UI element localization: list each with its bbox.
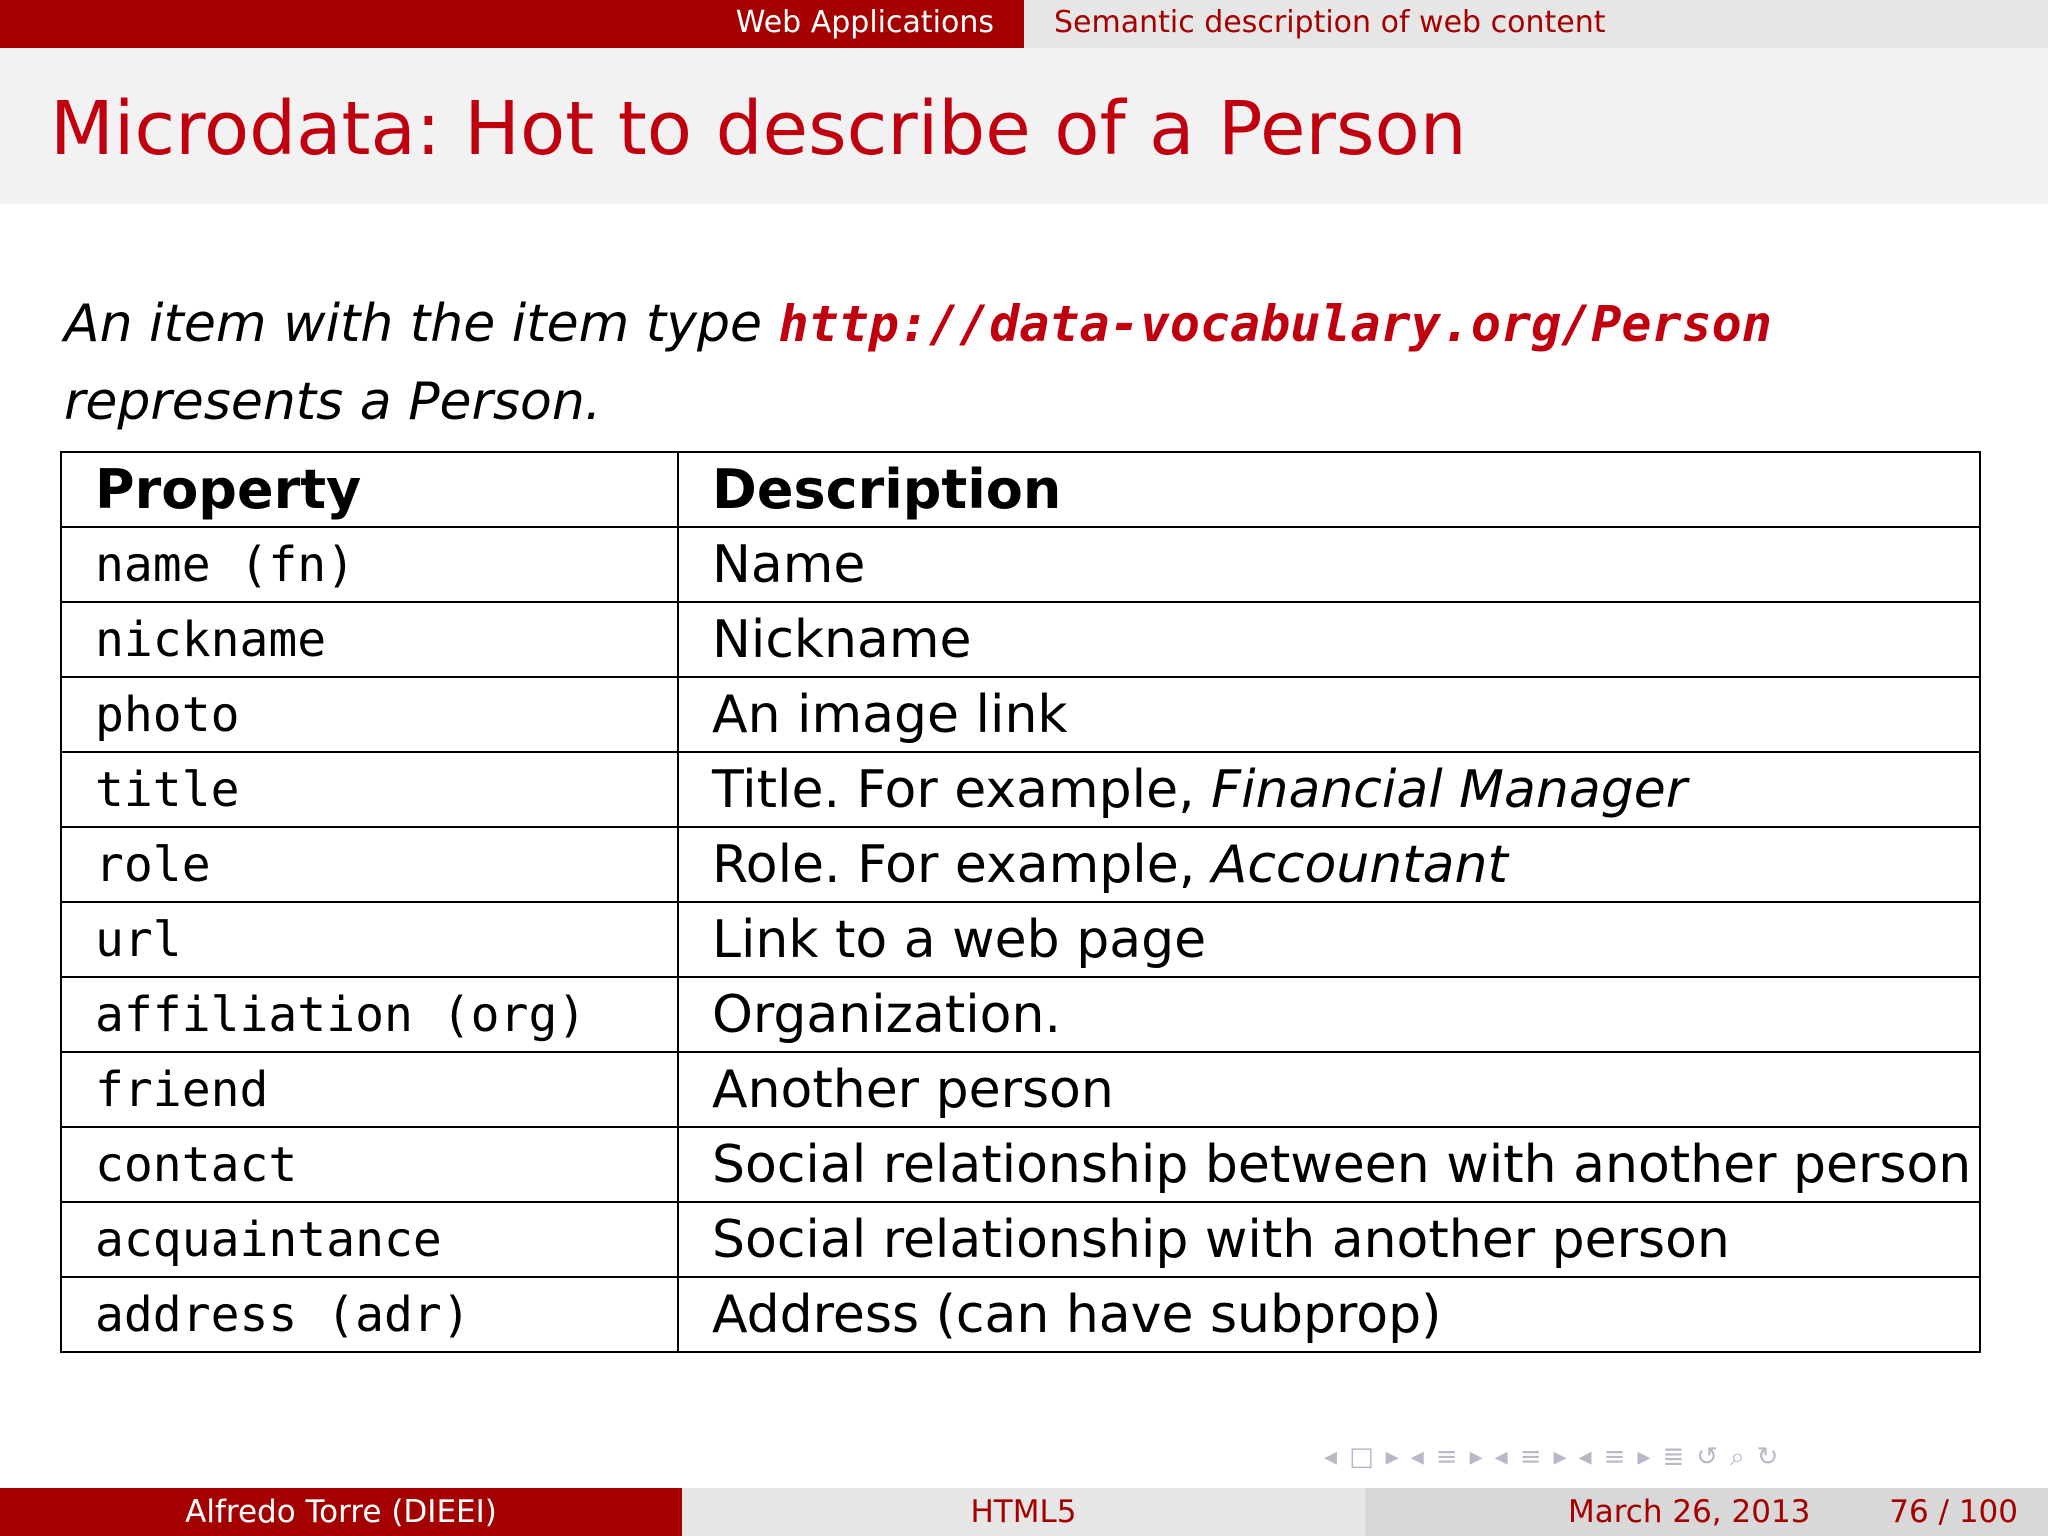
description-text: Social relationship with another person [712, 1209, 1730, 1270]
nav-prev-icon[interactable]: ◂ [1410, 1442, 1424, 1472]
table-row [61, 527, 1980, 602]
subsection-icon[interactable]: ≡ [1435, 1442, 1458, 1472]
beamer-navigation [1318, 1440, 1784, 1474]
table-row [61, 977, 1980, 1052]
description-text: Social relationship between with another person [712, 1134, 1972, 1195]
description-text: An image link [712, 684, 1068, 745]
frame-icon[interactable]: □ [1349, 1442, 1374, 1472]
nav-next-icon[interactable]: ▸ [1385, 1442, 1399, 1472]
description-cell [678, 977, 1980, 1052]
nav-prev-icon[interactable]: ◂ [1324, 1442, 1338, 1472]
property-cell: title [61, 752, 678, 827]
table-row [61, 752, 1980, 827]
title-band [0, 48, 2048, 204]
description-text: Link to a web page [712, 909, 1207, 970]
intro-after: represents a Person. [64, 372, 602, 432]
footer-author: Alfredo Torre (DIEEI) [0, 1488, 682, 1536]
nav-prev-icon[interactable]: ◂ [1578, 1442, 1592, 1472]
table-row [61, 1127, 1980, 1202]
description-text: Another person [712, 1059, 1114, 1120]
table-row [61, 1202, 1980, 1277]
table-body [61, 527, 1980, 1352]
property-cell: photo [61, 677, 678, 752]
table-row [61, 1052, 1980, 1127]
description-text: Title. For example, [712, 759, 1212, 820]
property-cell: affiliation (org) [61, 977, 678, 1052]
property-table [60, 451, 1981, 1353]
property-cell: acquaintance [61, 1202, 678, 1277]
description-cell [678, 1277, 1980, 1352]
description-cell [678, 902, 1980, 977]
description-cell [678, 752, 1980, 827]
nav-next-icon[interactable]: ▸ [1553, 1442, 1567, 1472]
description-cell [678, 827, 1980, 902]
align-icon[interactable]: ≣ [1662, 1442, 1685, 1472]
description-example: Financial Manager [1211, 759, 1688, 820]
header-bar [0, 0, 2048, 48]
intro-before: An item with the item type [64, 294, 779, 354]
table-row [61, 827, 1980, 902]
column-header-property: Property [61, 452, 678, 527]
description-cell [678, 1052, 1980, 1127]
footer-date: March 26, 2013 [1568, 1494, 1811, 1530]
slide-title: Microdata: Hot to describe of a Person [50, 86, 1467, 172]
footer-bar [0, 1488, 2048, 1536]
nav-next-icon[interactable]: ▸ [1469, 1442, 1483, 1472]
nav-next-icon[interactable]: ▸ [1637, 1442, 1651, 1472]
property-cell: name (fn) [61, 527, 678, 602]
presentation-icon[interactable]: ≡ [1603, 1442, 1626, 1472]
back-icon[interactable]: ↺ [1696, 1442, 1719, 1472]
header-section[interactable]: Web Applications [0, 0, 1024, 48]
property-cell: url [61, 902, 678, 977]
description-cell [678, 602, 1980, 677]
description-cell [678, 527, 1980, 602]
property-cell: role [61, 827, 678, 902]
intro-url: http://data-vocabulary.org/Person [778, 295, 1772, 353]
section-icon[interactable]: ≡ [1519, 1442, 1542, 1472]
description-cell [678, 677, 1980, 752]
forward-icon[interactable]: ↻ [1756, 1442, 1779, 1472]
table-row [61, 602, 1980, 677]
description-text: Role. For example, [712, 834, 1212, 895]
property-cell: nickname [61, 602, 678, 677]
description-text: Organization. [712, 984, 1061, 1045]
description-text: Nickname [712, 609, 972, 670]
search-icon[interactable]: ⌕ [1730, 1442, 1745, 1472]
footer-info [1365, 1488, 2048, 1536]
property-cell: contact [61, 1127, 678, 1202]
table-header-row [61, 452, 1980, 527]
table-row [61, 677, 1980, 752]
header-subsection[interactable]: Semantic description of web content [1024, 0, 2048, 48]
property-cell: friend [61, 1052, 678, 1127]
footer-talk-title: HTML5 [682, 1488, 1365, 1536]
table-row [61, 902, 1980, 977]
nav-prev-icon[interactable]: ◂ [1494, 1442, 1508, 1472]
property-cell: address (adr) [61, 1277, 678, 1352]
description-text: Address (can have subprop) [712, 1284, 1442, 1345]
description-cell [678, 1202, 1980, 1277]
description-example: Accountant [1211, 834, 1508, 895]
description-cell [678, 1127, 1980, 1202]
description-text: Name [712, 534, 866, 595]
table-row [61, 1277, 1980, 1352]
page-number: 76 / 100 [1889, 1494, 2018, 1530]
intro-text [64, 285, 1994, 441]
column-header-description: Description [678, 452, 1980, 527]
